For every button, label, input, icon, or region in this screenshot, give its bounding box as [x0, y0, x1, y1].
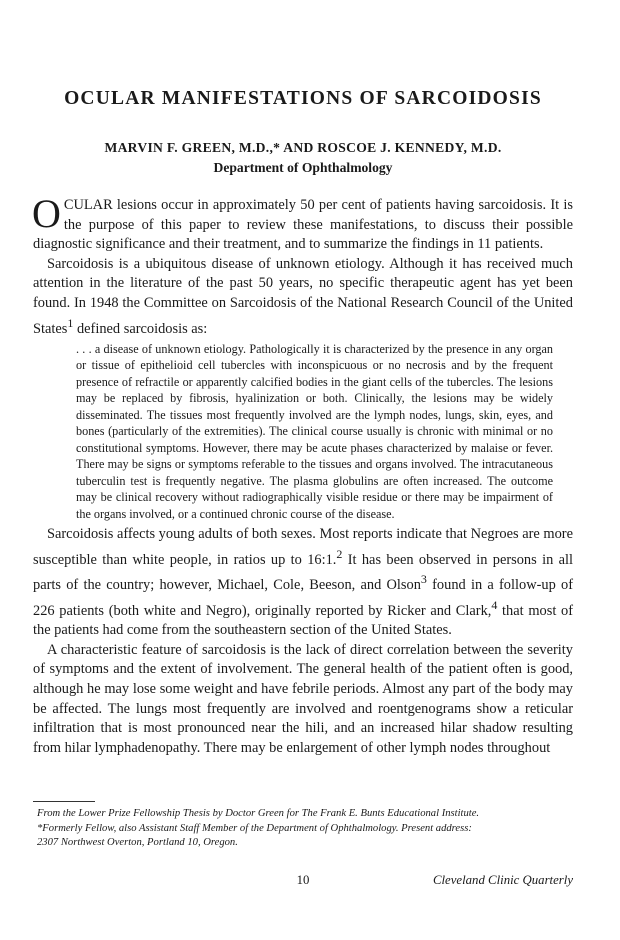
footnote-ref-2: 2	[336, 547, 343, 562]
paragraph-definition	[33, 255, 573, 339]
footnote-line: 2307 Northwest Overton, Portland 10, Oregon.	[37, 837, 238, 849]
paragraph-demographics-b: It has been observed in persons in all parts of the country; however, Michael, Cole, Beeson, and Olson	[33, 551, 573, 594]
journal-name: Cleveland Clinic Quarterly	[432, 873, 573, 887]
article-authors: MARVIN F. GREEN, M.D.,* AND ROSCOE J. KENNEDY, M.D.	[104, 140, 502, 155]
definition-blockquote: . . . a disease of unknown etiology. Pathologically it is characterized by the presence in any organ or tissue of epithelioid cell tubercles with inconspicuous or no necrosis and by the frequent presence of refractile or apparently calcified bodies in the giant cells of the tubercles. The lesions may be replaced by fibrosis, hyalinization or both. Clinically, the lesions may be widely disseminated. The tissues most frequently involved are the lymph nodes, lungs, skin, eyes, and bones (particularly of the extremities). The clinical course usually is chronic with minimal or no constitutional symptoms. However, there may be acute phases characterized by malaise or fever. There may be signs or symptoms referable to the tissues and organs involved. The intracutaneous tuberculin test is frequently negative. The plasma globulins are often increased. The outcome may be clinical recovery without radiographically visible residue or there may be impairment of the organs involved, or a continued chronic course of the disease.	[76, 341, 553, 521]
paragraph-intro	[32, 191, 573, 255]
paragraph-demographics-c: found in a follow-up of 226 patients (both white and Negro), originally reported by Ricker and Clark,	[33, 577, 573, 619]
page-number: 10	[296, 873, 310, 887]
paragraph-characteristics: A characteristic feature of sarcoidosis is the lack of direct correlation between the severity of symptoms and the extent of involvement. The general health of the patient often is good, although he may lose some weight and have febrile periods. Almost any part of the body may be affected. The lungs most frequently are involved and roentgenograms show a reticular infiltration that is most pronounced near the hili, and an increased hilar shadow resulting from hilar lymphadenopathy. There may be enlargement of other lymph nodes throughout	[33, 641, 573, 756]
footnotes	[37, 807, 573, 851]
footnote-line: *Formerly Fellow, also Assistant Staff Member of the Department of Ophthalmology. Present address:	[37, 822, 472, 834]
footnote-divider	[33, 801, 95, 802]
article-title: OCULAR MANIFESTATIONS OF SARCOIDOSIS	[64, 88, 542, 109]
footnote-ref-3: 3	[420, 572, 427, 587]
drop-cap: O	[32, 191, 61, 236]
paragraph-demographics	[33, 525, 573, 640]
paragraph-intro-text: CULAR lesions occur in approximately 50 per cent of patients having sarcoidosis. It is the purpose of this paper to review these manifestations, to discuss their possible diagnostic significance and their treatment, and to summarize the findings in 11 patients.	[33, 197, 573, 253]
article-body	[32, 191, 573, 758]
paragraph-definition-tail: defined sarcoidosis as:	[73, 320, 208, 337]
article-department: Department of Ophthalmology	[213, 160, 393, 175]
footnote-ref-4: 4	[491, 597, 498, 612]
paragraph-definition-text: Sarcoidosis is a ubiquitous disease of unknown etiology. Although it has received much attention in the literature of the past 50 years, no specific therapeutic agent has yet been found. In 1948 the Committee on Sarcoidosis of the National Research Council of the United States	[33, 255, 573, 337]
footnote-ref-1: 1	[67, 315, 74, 330]
footnote-line: From the Lower Prize Fellowship Thesis by Doctor Green for The Frank E. Bunts Educational Institute.	[37, 808, 480, 819]
paragraph-demographics-d: that most of the patients had come from the southeastern section of the United States.	[33, 602, 573, 639]
paragraph-demographics-a: Sarcoidosis affects young adults of both sexes. Most reports indicate that Negroes are more susceptible than white people, in ratios up to 16:1.	[33, 526, 573, 568]
